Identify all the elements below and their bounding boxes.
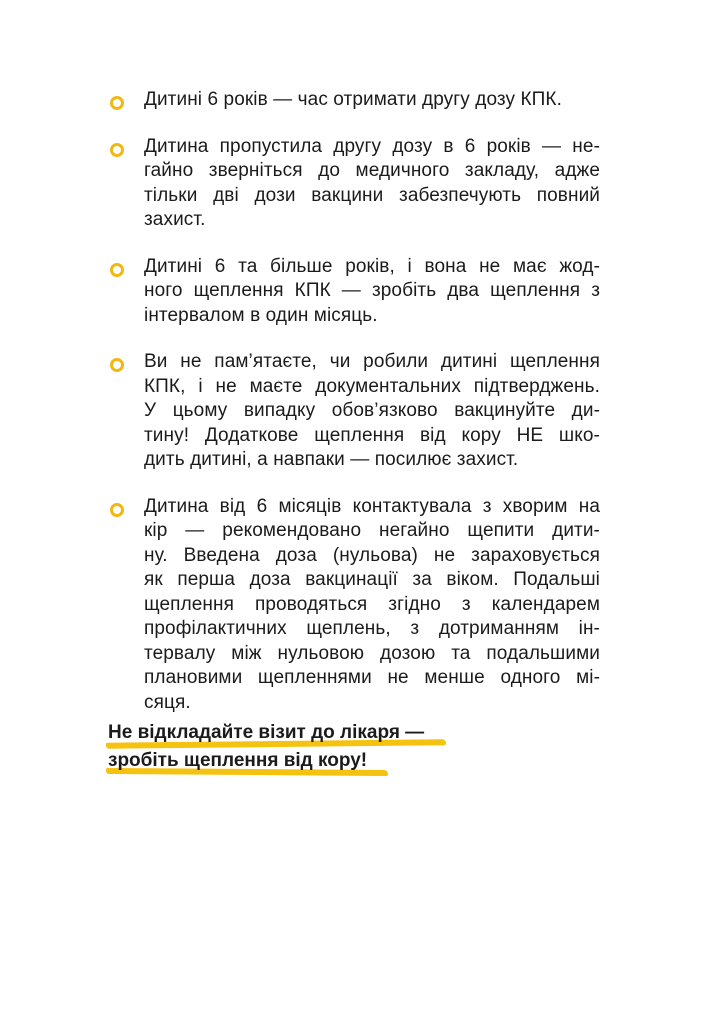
ring-bullet-icon xyxy=(110,503,124,517)
cta-row xyxy=(108,722,468,750)
call-to-action xyxy=(108,722,468,778)
ring-bullet-icon xyxy=(110,96,124,110)
item-text-line: КПК, і не маєте документальних підтверджень. xyxy=(144,375,600,397)
item-text-line: тервалу між нульовою дозою та подальшими xyxy=(144,642,600,664)
item-text-line: Дитина від 6 місяців контактувала з хворим на xyxy=(144,495,600,517)
item-text-line: Дитина пропустила другу дозу в 6 років — не- xyxy=(144,135,600,157)
ring-bullet-icon xyxy=(110,143,124,157)
item-text-line: профілактичних щеплень, з дотриманням ін- xyxy=(144,618,600,639)
item-text-line: дить дитині, а навпаки — посилює захист. xyxy=(144,449,519,470)
item-text-line: щеплення проводяться згідно з календарем xyxy=(144,593,600,615)
list-item xyxy=(110,135,600,233)
cta-row xyxy=(108,750,468,778)
cta-line-2: зробіть щеплення від кору! xyxy=(108,750,368,771)
item-text-line: тину! Додаткове щеплення від кору НЕ шко- xyxy=(144,424,600,446)
ring-bullet-icon xyxy=(110,358,124,372)
ring-bullet-icon xyxy=(110,263,124,277)
item-text-line: Дитині 6 років — час отримати другу дозу КПК. xyxy=(144,89,562,110)
item-text-line: інтервалом в один місяць. xyxy=(144,304,378,326)
advice-list xyxy=(110,88,600,737)
item-text-line: ну. Введена доза (нульова) не зараховується xyxy=(144,544,600,566)
list-item xyxy=(110,88,600,113)
item-text-line: захист. xyxy=(144,209,206,230)
item-text-line: ного щеплення КПК — зробіть два щеплення з xyxy=(144,280,600,301)
cta-line-1: Не відкладайте візит до лікаря — xyxy=(108,722,425,743)
item-text-line: кір — рекомендовано негайно щепити дити- xyxy=(144,520,600,541)
list-item xyxy=(110,350,600,473)
item-text-line: гайно зверніться до медичного закладу, адже xyxy=(144,160,600,181)
item-text-line: плановими щепленнями не менше одного мі- xyxy=(144,667,600,688)
item-text-line: сяця. xyxy=(144,691,191,713)
item-text-line: як перша доза вакцинації за віком. Подальші xyxy=(144,569,600,590)
list-item xyxy=(110,255,600,329)
list-item xyxy=(110,495,600,716)
item-text-line: У цьому випадку обов’язково вакцинуйте ди- xyxy=(144,400,600,421)
item-text-line: Ви не пам’ятаєте, чи робили дитині щеплення xyxy=(144,351,600,372)
item-text-line: тільки дві дози вакцини забезпечують повний xyxy=(144,184,600,206)
item-text-line: Дитині 6 та більше років, і вона не має жод- xyxy=(144,255,600,277)
